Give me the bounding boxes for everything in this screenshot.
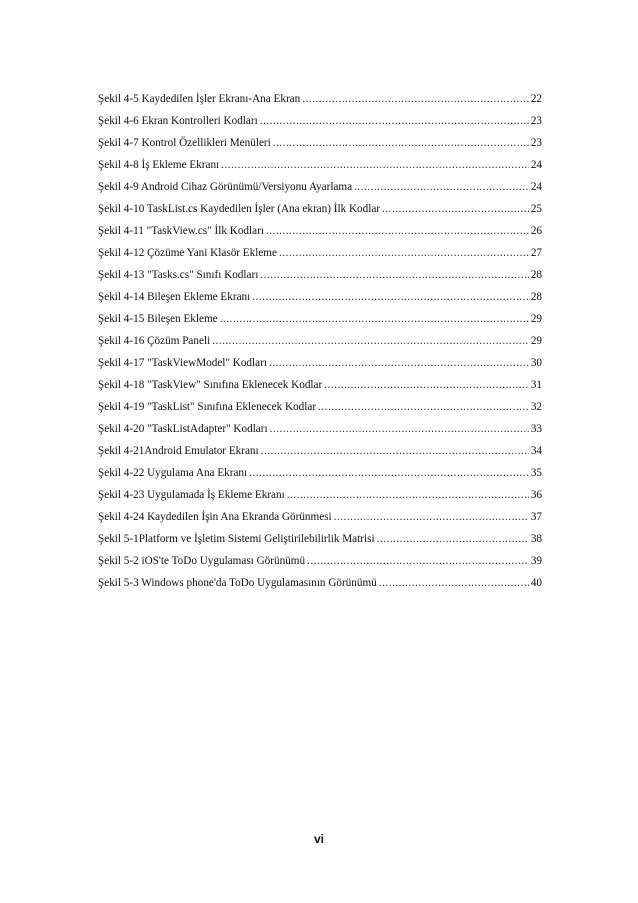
toc-entry-page-number: 37: [530, 511, 542, 523]
toc-entry[interactable]: [98, 462, 542, 484]
toc-entry-page-number: 35: [530, 467, 542, 479]
toc-entry-label: Şekil 5-2 iOS'te ToDo Uygulaması Görünümü: [98, 555, 306, 567]
list-of-figures: [98, 88, 542, 594]
toc-entry-label: Şekil 4-22 Uygulama Ana Ekranı: [98, 467, 248, 479]
toc-entry[interactable]: [98, 572, 542, 594]
dot-leader: [220, 308, 529, 330]
dot-leader: [302, 88, 529, 110]
dot-leader: [379, 572, 529, 594]
toc-entry-page-number: 22: [530, 93, 542, 105]
toc-entry[interactable]: [98, 132, 542, 154]
dot-leader: [260, 264, 529, 286]
toc-entry-page-number: 38: [530, 533, 542, 545]
toc-entry[interactable]: [98, 242, 542, 264]
dot-leader: [324, 374, 529, 396]
toc-entry-page-number: 25: [530, 203, 542, 215]
page-number: vi: [313, 832, 324, 846]
toc-entry[interactable]: [98, 484, 542, 506]
toc-entry-label: Şekil 4-15 Bileşen Ekleme: [98, 313, 218, 325]
toc-entry[interactable]: [98, 418, 542, 440]
dot-leader: [270, 418, 529, 440]
dot-leader: [261, 440, 529, 462]
dot-leader: [334, 506, 529, 528]
toc-entry-page-number: 24: [530, 159, 542, 171]
toc-entry[interactable]: [98, 330, 542, 352]
toc-entry-page-number: 40: [530, 577, 542, 589]
dot-leader: [269, 352, 529, 374]
toc-entry[interactable]: [98, 176, 542, 198]
toc-entry-page-number: 29: [530, 313, 542, 325]
toc-entry-page-number: 27: [530, 247, 542, 259]
dot-leader: [382, 198, 529, 220]
toc-entry[interactable]: [98, 308, 542, 330]
toc-entry-label: Şekil 4-24 Kaydedilen İşin Ana Ekranda Görünmesi: [98, 511, 332, 523]
toc-entry-label: Şekil 4-11 "TaskView.cs" İlk Kodları: [98, 225, 264, 237]
toc-entry[interactable]: [98, 550, 542, 572]
toc-entry-label: Şekil 4-16 Çözüm Paneli: [98, 335, 211, 347]
toc-entry-label: Şekil 4-19 "TaskList" Sınıfına Eklenecek Kodlar: [98, 401, 317, 413]
dot-leader: [273, 132, 529, 154]
toc-entry-page-number: 26: [530, 225, 542, 237]
toc-entry-page-number: 33: [530, 423, 542, 435]
toc-entry[interactable]: [98, 154, 542, 176]
toc-entry[interactable]: [98, 352, 542, 374]
dot-leader: [377, 528, 529, 550]
toc-entry[interactable]: [98, 264, 542, 286]
toc-entry-label: Şekil 4-7 Kontrol Özellikleri Menüleri: [98, 137, 271, 149]
toc-entry-page-number: 23: [530, 115, 542, 127]
toc-entry-page-number: 24: [530, 181, 542, 193]
toc-entry-page-number: 30: [530, 357, 542, 369]
toc-entry-page-number: 28: [530, 291, 542, 303]
toc-entry-label: Şekil 4-17 "TaskViewModel" Kodları: [98, 357, 267, 369]
toc-entry-label: Şekil 4-10 TaskList.cs Kaydedilen İşler (Ana ekran) İlk Kodlar: [98, 203, 381, 215]
toc-entry-page-number: 23: [530, 137, 542, 149]
dot-leader: [354, 176, 529, 198]
toc-entry[interactable]: [98, 396, 542, 418]
toc-entry-page-number: 28: [530, 269, 542, 281]
dot-leader: [221, 154, 529, 176]
toc-entry-label: Şekil 4-8 İş Ekleme Ekranı: [98, 159, 220, 171]
dot-leader: [260, 110, 529, 132]
dot-leader: [307, 550, 529, 572]
toc-entry-page-number: 31: [530, 379, 542, 391]
toc-entry-label: Şekil 5-1Platform ve İşletim Sistemi Geliştirilebilirlik Matrisi: [98, 533, 375, 545]
toc-entry-label: Şekil 4-23 Uygulamada İş Ekleme Ekranı: [98, 489, 285, 501]
dot-leader: [212, 330, 529, 352]
toc-entry[interactable]: [98, 88, 542, 110]
toc-entry[interactable]: [98, 198, 542, 220]
toc-entry-label: Şekil 4-18 "TaskView" Sınıfına Eklenecek Kodlar: [98, 379, 323, 391]
dot-leader: [249, 462, 529, 484]
toc-entry[interactable]: [98, 506, 542, 528]
toc-entry-label: Şekil 4-6 Ekran Kontrolleri Kodları: [98, 115, 258, 127]
dot-leader: [279, 242, 529, 264]
toc-entry[interactable]: [98, 528, 542, 550]
toc-entry[interactable]: [98, 110, 542, 132]
toc-entry-label: Şekil 4-13 "Tasks.cs" Sınıfı Kodları: [98, 269, 259, 281]
toc-entry-label: Şekil 4-5 Kaydedilen İşler Ekranı-Ana Ekran: [98, 93, 301, 105]
dot-leader: [266, 220, 529, 242]
toc-entry-page-number: 34: [530, 445, 542, 457]
toc-entry-label: Şekil 4-21Android Emulator Ekranı: [98, 445, 259, 457]
dot-leader: [252, 286, 529, 308]
toc-entry[interactable]: [98, 374, 542, 396]
toc-entry[interactable]: [98, 220, 542, 242]
toc-entry-page-number: 32: [530, 401, 542, 413]
toc-entry-page-number: 36: [530, 489, 542, 501]
toc-entry-page-number: 29: [530, 335, 542, 347]
toc-entry[interactable]: [98, 286, 542, 308]
toc-entry-label: Şekil 5-3 Windows phone'da ToDo Uygulamasının Görünümü: [98, 577, 377, 589]
toc-entry[interactable]: [98, 440, 542, 462]
toc-entry-label: Şekil 4-14 Bileşen Ekleme Ekranı: [98, 291, 251, 303]
toc-entry-label: Şekil 4-12 Çözüme Yani Klasör Ekleme: [98, 247, 277, 259]
dot-leader: [287, 484, 529, 506]
dot-leader: [318, 396, 529, 418]
toc-entry-page-number: 39: [530, 555, 542, 567]
toc-entry-label: Şekil 4-20 "TaskListAdapter" Kodları: [98, 423, 268, 435]
toc-entry-label: Şekil 4-9 Android Cihaz Görünümü/Versiyonu Ayarlama: [98, 181, 353, 193]
